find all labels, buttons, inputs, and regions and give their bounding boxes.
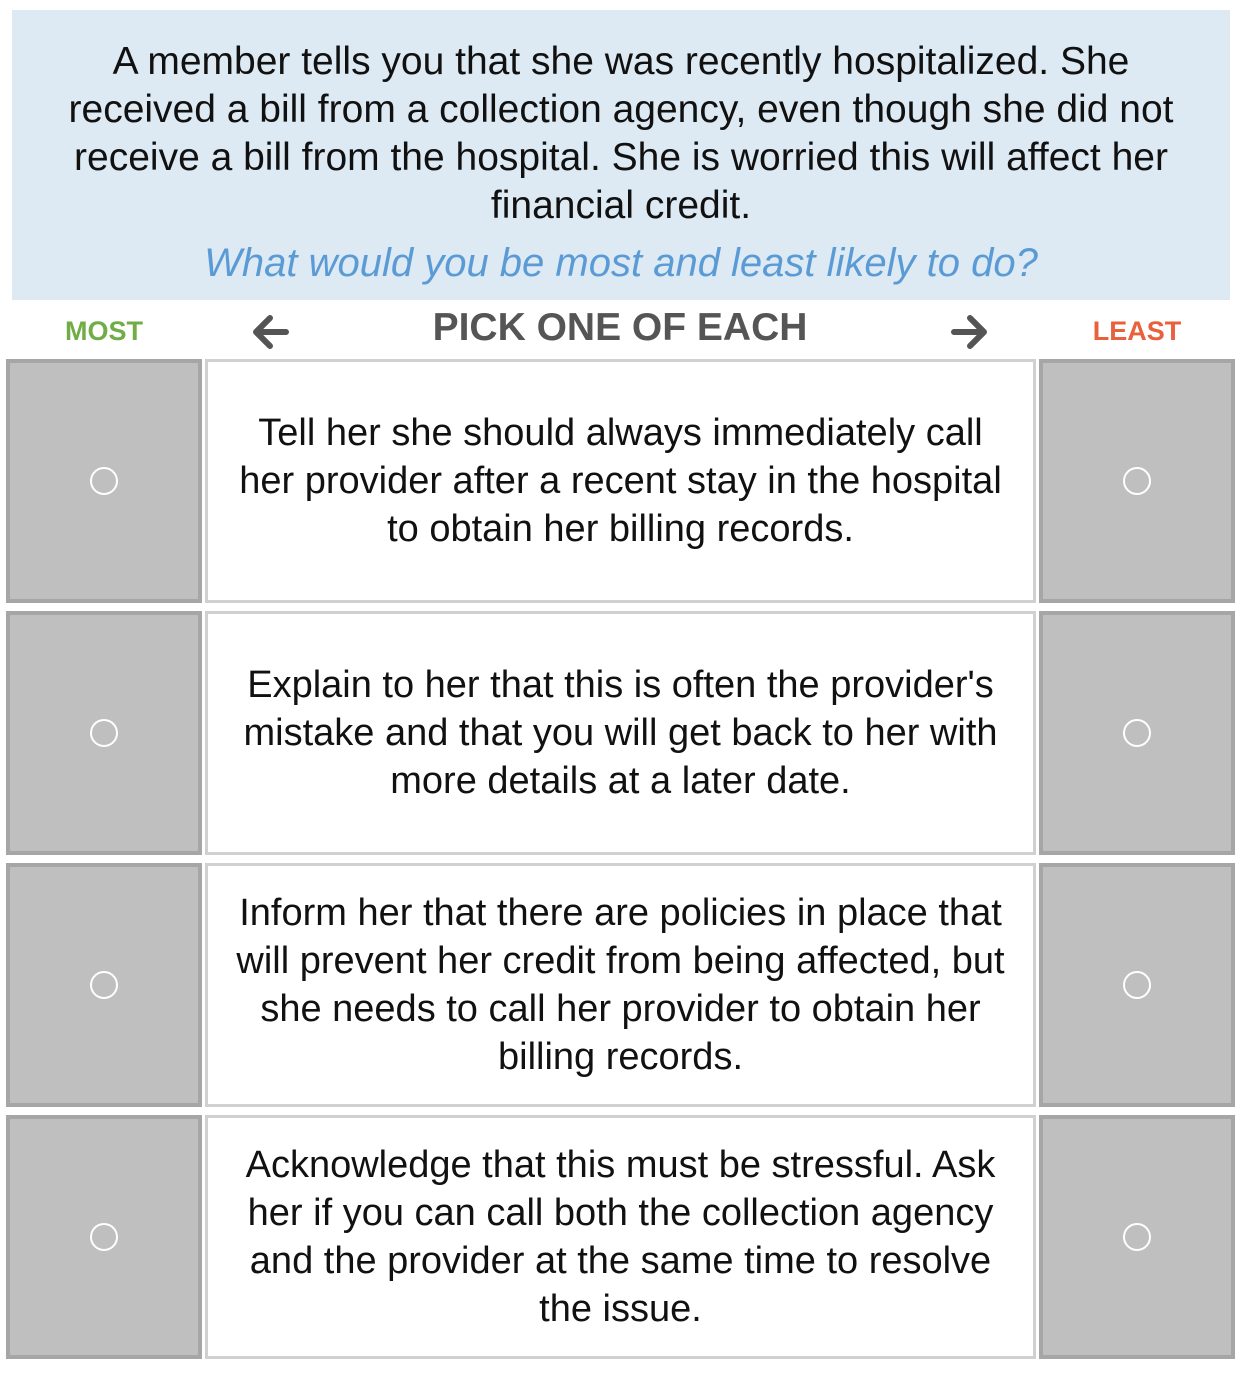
most-choice-option-4[interactable]: [6, 1115, 202, 1359]
radio-icon: [1123, 971, 1151, 999]
option-row: [6, 1115, 1236, 1359]
prompt-box: [12, 10, 1230, 300]
radio-icon: [90, 971, 118, 999]
instruction-label: PICK ONE OF EACH: [432, 306, 808, 349]
option-text-cell: [205, 611, 1036, 855]
least-choice-option-1[interactable]: [1039, 359, 1235, 603]
most-label: MOST: [65, 316, 143, 346]
option-text: Inform her that there are policies in place that will prevent her credit from being affected, but she needs to call her provider to obtain her billing records.: [236, 892, 1005, 1078]
option-text: Acknowledge that this must be stressful. Ask her if you can call both the collection agency and the provider at the same time to resolve the issue.: [245, 1144, 996, 1330]
scenario-text: A member tells you that she was recently hospitalized. She received a bill from a collection agency, even though she did not receive a bill from the hospital. She is worried this will affect her financial credit.: [68, 40, 1174, 227]
option-text: Tell her she should always immediately call her provider after a recent stay in the hospital to obtain her billing records.: [239, 412, 1002, 550]
radio-icon: [1123, 467, 1151, 495]
radio-icon: [1123, 719, 1151, 747]
radio-icon: [90, 467, 118, 495]
most-choice-option-1[interactable]: [6, 359, 202, 603]
option-row: [6, 359, 1236, 603]
radio-icon: [90, 1223, 118, 1251]
column-header: [0, 302, 1242, 358]
most-choice-option-3[interactable]: [6, 863, 202, 1107]
least-label: LEAST: [1092, 316, 1182, 346]
radio-icon: [1123, 1223, 1151, 1251]
option-text-cell: [205, 359, 1036, 603]
least-choice-option-2[interactable]: [1039, 611, 1235, 855]
option-row: [6, 863, 1236, 1107]
option-text: Explain to her that this is often the provider's mistake and that you will get back to her with more details at a later date.: [243, 664, 998, 802]
option-text-cell: [205, 1115, 1036, 1359]
most-choice-option-2[interactable]: [6, 611, 202, 855]
least-choice-option-4[interactable]: [1039, 1115, 1235, 1359]
option-row: [6, 611, 1236, 855]
arrow-right-icon: [950, 314, 990, 350]
least-choice-option-3[interactable]: [1039, 863, 1235, 1107]
option-text-cell: [205, 863, 1036, 1107]
question-text: What would you be most and least likely to do?: [204, 241, 1038, 285]
radio-icon: [90, 719, 118, 747]
